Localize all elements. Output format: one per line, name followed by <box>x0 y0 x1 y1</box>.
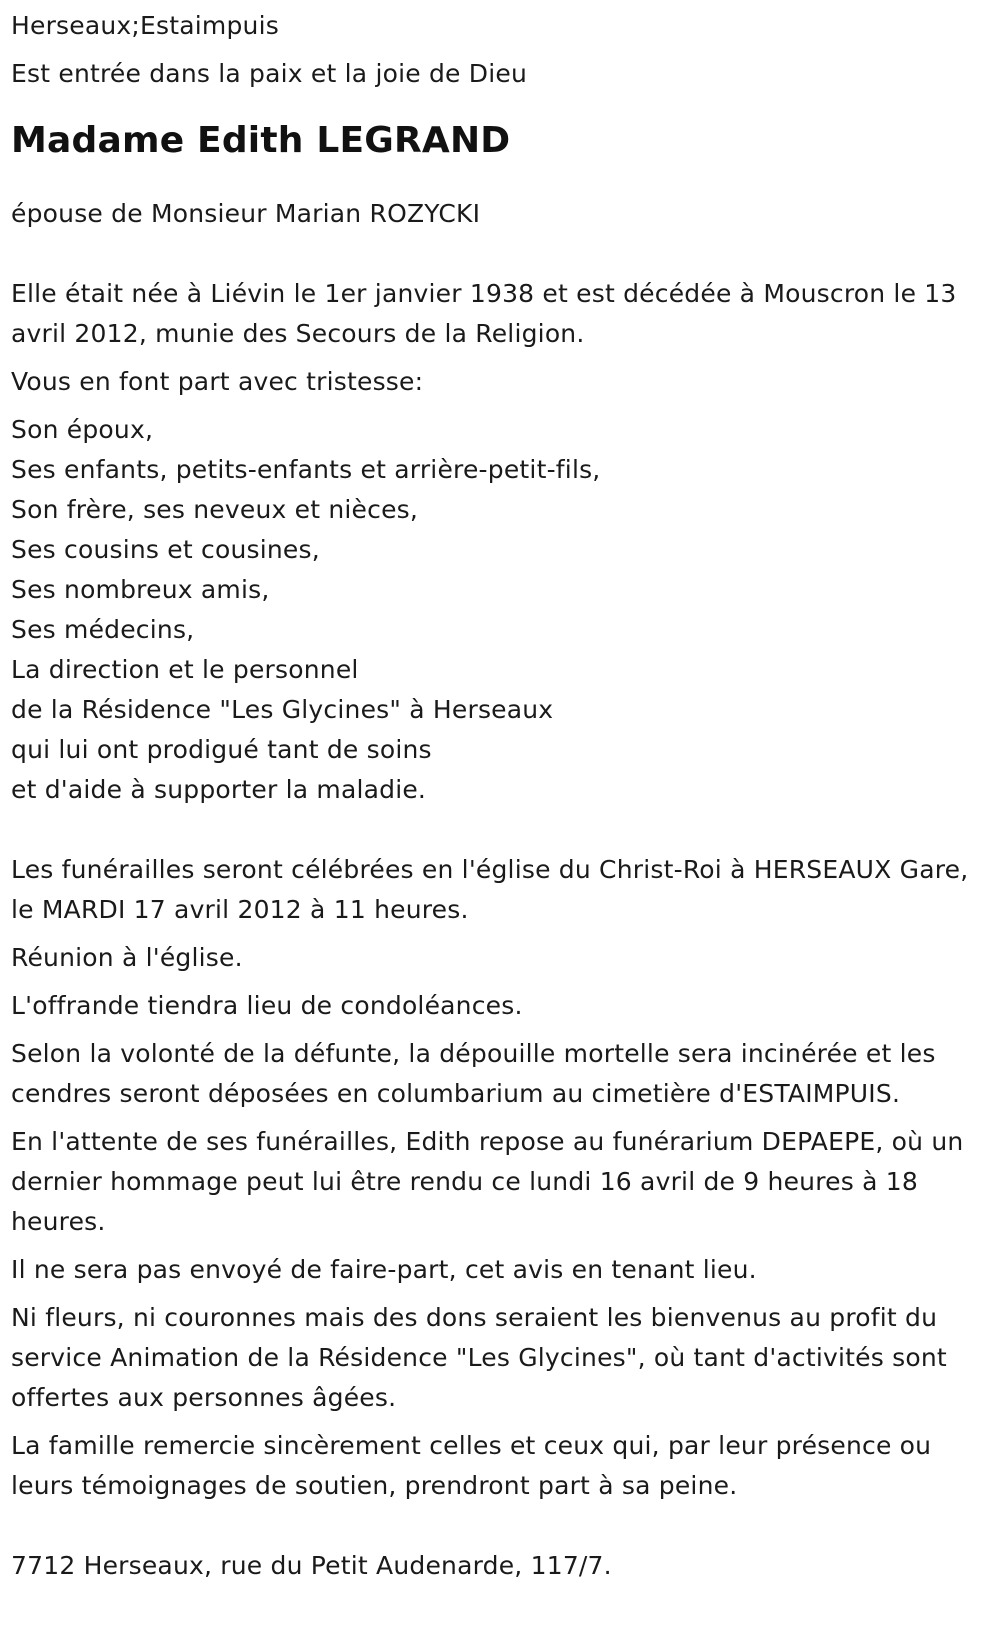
announcers-intro: Vous en font part avec tristesse: <box>11 367 424 396</box>
family-line: de la Résidence "Les Glycines" à Herseaux <box>11 695 554 724</box>
intro-line: Est entrée dans la paix et la joie de Dieu <box>11 59 528 88</box>
family-line: Ses nombreux amis, <box>11 575 270 604</box>
ceremony-paragraph: Les funérailles seront célébrées en l'église du Christ-Roi à HERSEAUX Gare, le MARDI 17 avril 2012 à 11 heures. <box>11 855 969 924</box>
deceased-name: Madame Edith LEGRAND <box>11 120 511 161</box>
family-line: et d'aide à supporter la maladie. <box>11 775 427 804</box>
viewing-paragraph: En l'attente de ses funérailles, Edith repose au funérarium DEPAEPE, où un dernier hommage peut lui être rendu ce lundi 16 avril de 9 heures à 18 heures. <box>11 1127 964 1236</box>
address-line: 7712 Herseaux, rue du Petit Audenarde, 117/7. <box>11 1551 612 1580</box>
family-line: Ses enfants, petits-enfants et arrière-petit-fils, <box>11 455 601 484</box>
location-line: Herseaux;Estaimpuis <box>11 11 279 40</box>
family-line: Ses cousins et cousines, <box>11 535 320 564</box>
family-line: La direction et le personnel <box>11 655 359 684</box>
meeting-line: Réunion à l'église. <box>11 943 243 972</box>
thanks-paragraph: La famille remercie sincèrement celles et ceux qui, par leur présence ou leurs témoignages de soutien, prendront part à sa peine. <box>11 1431 932 1500</box>
family-line: Son frère, ses neveux et nièces, <box>11 495 419 524</box>
family-line: Ses médecins, <box>11 615 195 644</box>
donations-paragraph: Ni fleurs, ni couronnes mais des dons seraient les bienvenus au profit du service Animation de la Résidence "Les Glycines", où tant d'activités sont offertes aux personnes âgées. <box>11 1303 947 1412</box>
spouse-line: épouse de Monsieur Marian ROZYCKI <box>11 199 481 228</box>
no-cards-line: Il ne sera pas envoyé de faire-part, cet avis en tenant lieu. <box>11 1255 757 1284</box>
birth-death-paragraph: Elle était née à Liévin le 1er janvier 1938 et est décédée à Mouscron le 13 avril 2012, munie des Secours de la Religion. <box>11 279 957 348</box>
family-list <box>11 410 981 810</box>
offering-line: L'offrande tiendra lieu de condoléances. <box>11 991 523 1020</box>
family-line: Son époux, <box>11 415 154 444</box>
family-line: qui lui ont prodigué tant de soins <box>11 735 432 764</box>
cremation-paragraph: Selon la volonté de la défunte, la dépouille mortelle sera incinérée et les cendres seront déposées en columbarium au cimetière d'ESTAIMPUIS. <box>11 1039 936 1108</box>
